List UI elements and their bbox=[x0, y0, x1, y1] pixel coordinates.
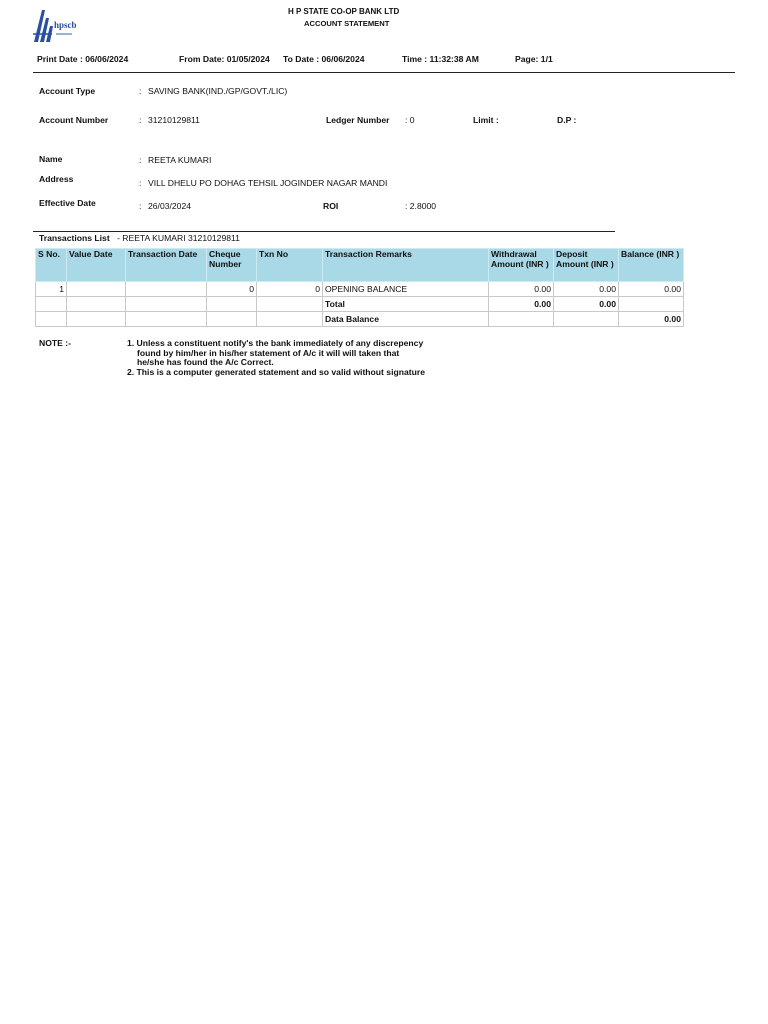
table-header-row bbox=[36, 249, 684, 282]
empty-cell bbox=[554, 312, 619, 327]
transactions-table bbox=[35, 248, 684, 327]
column-header: Value Date bbox=[67, 249, 126, 282]
empty-cell bbox=[207, 297, 257, 312]
from-date: From Date: 01/05/2024 bbox=[179, 54, 270, 64]
empty-cell bbox=[257, 312, 323, 327]
table-row bbox=[36, 282, 684, 297]
column-header: Txn No bbox=[257, 249, 323, 282]
total-row bbox=[36, 297, 684, 312]
transactions-account: - REETA KUMARI 31210129811 bbox=[117, 233, 240, 243]
colon: : bbox=[139, 201, 142, 211]
dp-label: D.P : bbox=[557, 115, 577, 125]
colon: : bbox=[139, 155, 142, 165]
remarks-cell: OPENING BALANCE bbox=[323, 282, 489, 297]
account-type-value: SAVING BANK(IND./GP/GOVT./LIC) bbox=[148, 86, 288, 96]
total-label: Total bbox=[323, 297, 489, 312]
colon: : bbox=[139, 115, 142, 125]
empty-cell bbox=[126, 312, 207, 327]
address-value: VILL DHELU PO DOHAG TEHSIL JOGINDER NAGAR MANDI bbox=[148, 178, 388, 188]
txn-number-cell: 0 bbox=[257, 282, 323, 297]
name-value: REETA KUMARI bbox=[148, 155, 212, 165]
section-divider bbox=[33, 231, 615, 232]
column-header: S No. bbox=[36, 249, 67, 282]
empty-cell bbox=[67, 312, 126, 327]
serial-number-cell: 1 bbox=[36, 282, 67, 297]
empty-cell bbox=[36, 312, 67, 327]
data-balance-row bbox=[36, 312, 684, 327]
total-deposit: 0.00 bbox=[554, 297, 619, 312]
column-header: Transaction Remarks bbox=[323, 249, 489, 282]
ledger-number-label: Ledger Number bbox=[326, 115, 390, 125]
transaction-date-cell bbox=[126, 282, 207, 297]
empty-cell bbox=[126, 297, 207, 312]
colon: : bbox=[139, 86, 142, 96]
total-withdrawal: 0.00 bbox=[489, 297, 554, 312]
roi-value: : 2.8000 bbox=[405, 201, 437, 211]
note-line-1: 1. Unless a constituent notify's the bank immediately of any discrepency bbox=[127, 338, 424, 348]
header-divider bbox=[33, 72, 735, 73]
account-type-label: Account Type bbox=[39, 86, 96, 96]
name-label: Name bbox=[39, 154, 63, 164]
colon: : bbox=[139, 178, 142, 188]
transactions-title: Transactions List bbox=[39, 233, 110, 243]
data-balance-value: 0.00 bbox=[619, 312, 684, 327]
withdrawal-cell: 0.00 bbox=[489, 282, 554, 297]
empty-cell bbox=[207, 312, 257, 327]
empty-cell bbox=[67, 297, 126, 312]
ledger-number-value: : 0 bbox=[405, 115, 415, 125]
data-balance-label: Data Balance bbox=[323, 312, 489, 327]
print-time: Time : 11:32:38 AM bbox=[402, 54, 479, 64]
effective-date-label: Effective Date bbox=[39, 198, 96, 208]
empty-cell bbox=[619, 297, 684, 312]
to-date: To Date : 06/06/2024 bbox=[283, 54, 365, 64]
column-header: Transaction Date bbox=[126, 249, 207, 282]
print-date: Print Date : 06/06/2024 bbox=[37, 54, 129, 64]
deposit-cell: 0.00 bbox=[554, 282, 619, 297]
note-line-2: found by him/her in his/her statement of A/c it will will taken that bbox=[137, 348, 400, 358]
bank-logo bbox=[32, 8, 78, 44]
note-label: NOTE :- bbox=[39, 338, 71, 348]
page-number: Page: 1/1 bbox=[515, 54, 553, 64]
account-number-label: Account Number bbox=[39, 115, 109, 125]
logo-tagline bbox=[56, 33, 72, 35]
logo-wordmark: hpscb bbox=[54, 20, 77, 30]
address-label: Address bbox=[39, 174, 74, 184]
limit-label: Limit : bbox=[473, 115, 499, 125]
note-line-4: 2. This is a computer generated statement and so valid without signature bbox=[127, 367, 425, 377]
column-header: Balance (INR ) bbox=[619, 249, 684, 282]
column-header: Deposit Amount (INR ) bbox=[554, 249, 619, 282]
column-header: Withdrawal Amount (INR ) bbox=[489, 249, 554, 282]
account-number-value: 31210129811 bbox=[148, 115, 200, 125]
roi-label: ROI bbox=[323, 201, 339, 211]
document-title: ACCOUNT STATEMENT bbox=[304, 19, 390, 28]
empty-cell bbox=[36, 297, 67, 312]
cheque-number-cell: 0 bbox=[207, 282, 257, 297]
empty-cell bbox=[489, 312, 554, 327]
bank-name: H P STATE CO-OP BANK LTD bbox=[288, 7, 400, 16]
empty-cell bbox=[257, 297, 323, 312]
value-date-cell bbox=[67, 282, 126, 297]
column-header: Cheque Number bbox=[207, 249, 257, 282]
note-line-3: he/she has found the A/c Correct. bbox=[137, 357, 274, 367]
effective-date-value: 26/03/2024 bbox=[148, 201, 192, 211]
balance-cell: 0.00 bbox=[619, 282, 684, 297]
